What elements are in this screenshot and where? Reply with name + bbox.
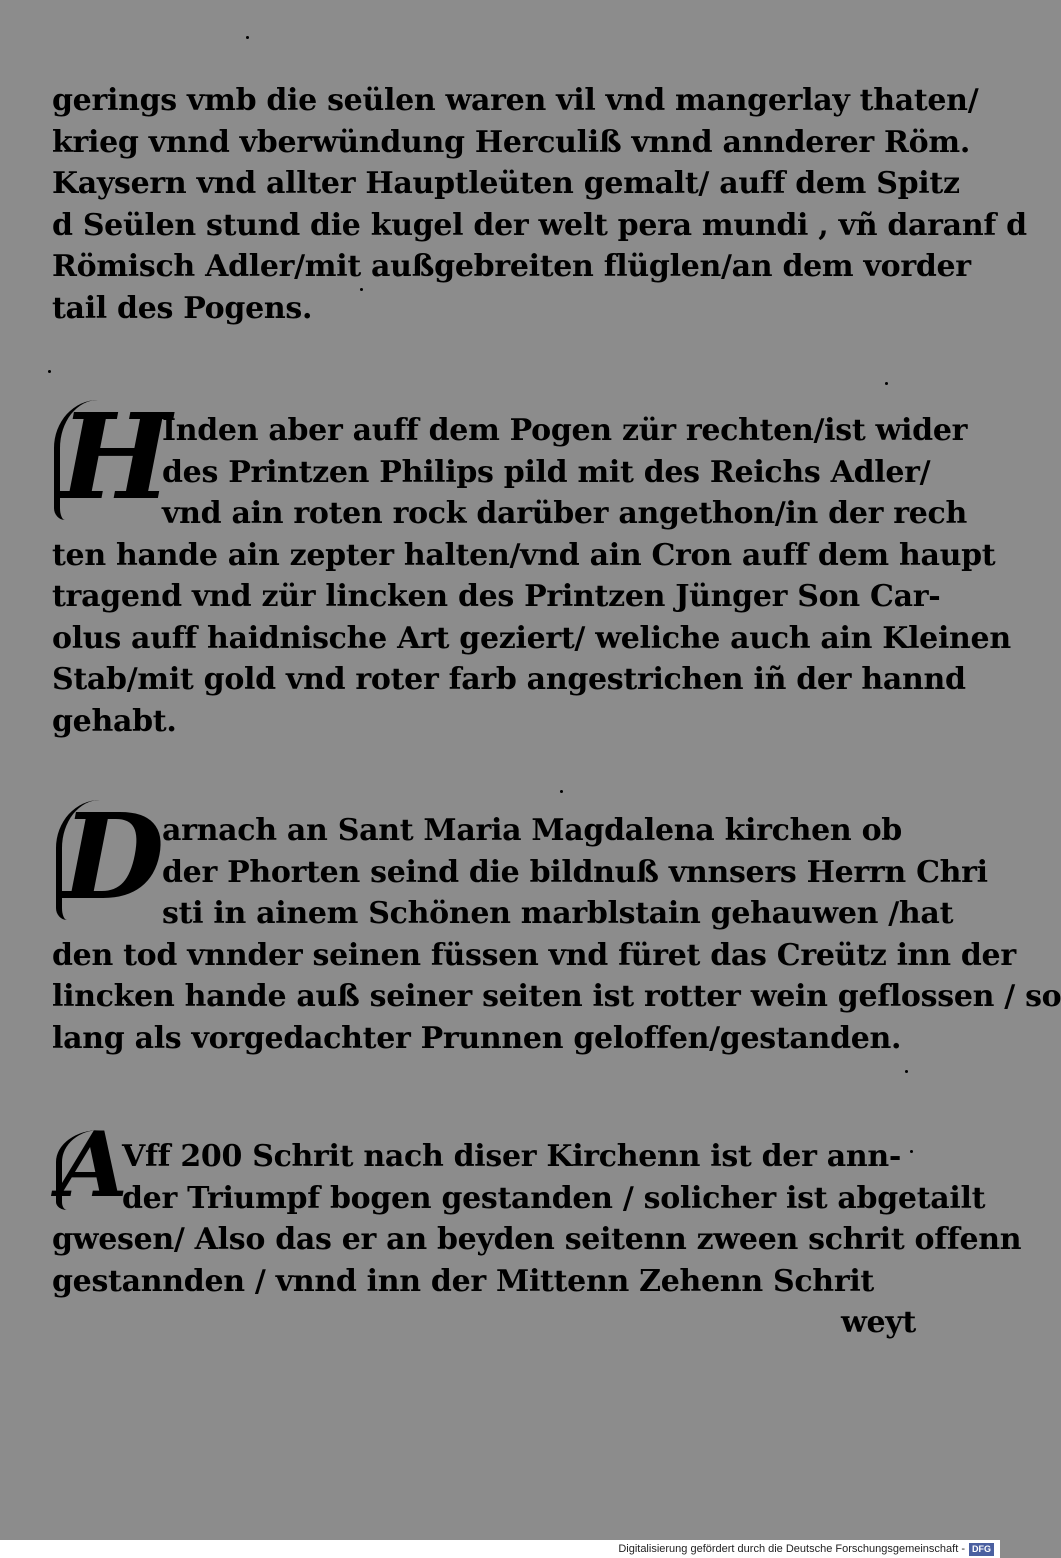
footer-credit <box>0 1540 1000 1558</box>
text-line: Stab/mit gold vnd roter farb angestrichen iñ der hannd <box>52 662 966 697</box>
scan-speck <box>560 790 563 793</box>
text-line: olus auff haidnische Art geziert/ weliche auch ain Kleinen <box>52 620 1011 656</box>
text-line: ten hande ain zepter halten/vnd ain Cron auff dem haupt <box>52 537 996 573</box>
text-line: tragend vnd zür lincken des Printzen Jünger Son Car- <box>52 579 941 614</box>
initial-letter-d: D <box>62 787 165 926</box>
text-line: tail des Pogens. <box>52 290 313 326</box>
scan-speck <box>905 1070 908 1073</box>
initial-letter-h: H <box>60 387 172 526</box>
text-line: den tod vnnder seinen füssen vnd füret das Creütz inn der <box>52 937 1016 973</box>
paragraph-2 <box>52 410 1011 742</box>
scan-speck <box>910 1150 913 1153</box>
paragraph-1 <box>52 80 1027 329</box>
text-line: gestannden / vnnd inn der Mittenn Zehenn Schrit <box>52 1263 874 1299</box>
text-line: arnach an Sant Maria Magdalena kirchen ob <box>162 813 902 848</box>
text-line: sti in ainem Schönen marblstain gehauwen /hat <box>162 896 954 931</box>
text-line: lincken hande auß seiner seiten ist rotter wein geflossen / so <box>52 979 1061 1014</box>
text-line: Römisch Adler/mit außgebreiten flüglen/an dem vorder <box>52 249 971 284</box>
paragraph-3 <box>52 810 1061 1059</box>
catchword: weyt <box>840 1305 916 1340</box>
text-line: d Seülen stund die kugel der welt pera mundi , vñ daranf d <box>52 207 1027 243</box>
scan-speck <box>885 382 888 385</box>
scan-speck <box>360 288 363 291</box>
text-line: gerings vmb die seülen waren vil vnd mangerlay thaten/ <box>52 83 979 118</box>
initial-letter-a: A <box>58 1112 128 1218</box>
text-line: Inden aber auff dem Pogen zür rechten/ist wider <box>162 413 968 448</box>
text-line: lang als vorgedachter Prunnen geloffen/gestanden. <box>52 1020 902 1056</box>
text-line: krieg vnnd vberwündung Herculiß vnnd annderer Röm. <box>52 124 970 160</box>
text-line: der Triumpf bogen gestanden / solicher ist abgetailt <box>122 1180 986 1216</box>
text-line: gehabt. <box>52 703 177 739</box>
text-line: der Phorten seind die bildnuß vnnsers Herrn Chri <box>162 854 988 890</box>
text-line: Vff 200 Schrit nach diser Kirchenn ist der ann- <box>122 1139 902 1174</box>
text-line: vnd ain roten rock darüber angethon/in der rech <box>162 496 968 531</box>
paragraph-4 <box>52 1136 1022 1344</box>
text-line: des Printzen Philips pild mit des Reichs Adler/ <box>162 454 931 490</box>
scan-speck <box>48 370 51 373</box>
dfg-logo: DFG <box>969 1543 994 1556</box>
footer-text: Digitalisierung gefördert durch die Deutsche Forschungsgemeinschaft - <box>618 1543 965 1555</box>
scan-speck <box>246 36 249 39</box>
text-line: Kaysern vnd allter Hauptleüten gemalt/ auff dem Spitz <box>52 166 960 201</box>
text-line: gwesen/ Also das er an beyden seitenn zween schrit offenn <box>52 1222 1022 1257</box>
